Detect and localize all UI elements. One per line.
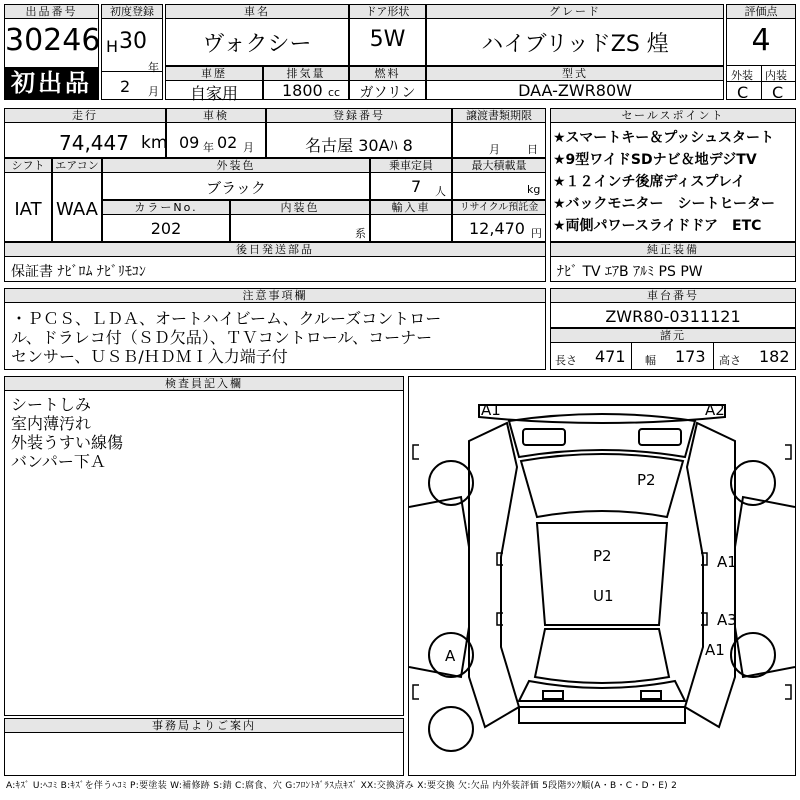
registration-year-unit: 年 [148, 61, 159, 74]
color-code-value: 202 [150, 219, 182, 238]
sales-points-label: セールスポイント [551, 109, 795, 123]
model-box [426, 66, 724, 100]
inspection-label: 車検 [167, 109, 265, 123]
spare-wheel [429, 707, 473, 751]
exterior-grade: C [737, 83, 749, 102]
damage-mark: A3 [717, 611, 737, 629]
grade-box [426, 4, 724, 66]
headlight-right [639, 429, 681, 445]
inspection-month-unit: 月 [243, 141, 254, 154]
displacement-box [263, 66, 349, 100]
rear-bumper-outline [519, 707, 685, 723]
grade-label: グレード [427, 5, 723, 19]
registration-box [101, 4, 163, 100]
inspector-line: シートしみ [11, 395, 92, 414]
shift-value: IAT [14, 199, 42, 220]
import-label: 輸入車 [371, 201, 451, 215]
damage-mark: U1 [593, 587, 614, 605]
interior-color-label: 内装色 [231, 201, 369, 215]
bracket [785, 685, 791, 699]
mileage-label: 走行 [5, 109, 165, 123]
sales-points-box [550, 108, 796, 242]
door-box [349, 4, 426, 66]
capacity-label: 乗車定員 [371, 159, 451, 173]
windshield-outline [521, 454, 683, 517]
caution-line: センサー、ＵＳＢ/ＨＤＭＩ入力端子付 [11, 347, 288, 366]
office-box [4, 718, 404, 776]
rating-score: 4 [751, 23, 771, 58]
displacement-label: 排気量 [264, 67, 348, 81]
fuel-box [349, 66, 426, 100]
shift-label: シフト [5, 159, 51, 173]
exterior-color-label: 外装色 [103, 159, 369, 173]
recycle-value: 12,470 [469, 219, 525, 238]
dimensions-label: 諸元 [551, 329, 795, 343]
inspection-box [166, 108, 266, 158]
damage-mark: A1 [717, 553, 737, 571]
shift-box [4, 158, 52, 242]
inspector-line: バンパー下Ａ [11, 452, 106, 471]
interior-color-box [230, 200, 370, 242]
door-label: ドア形状 [350, 5, 425, 19]
max-load-box [452, 158, 546, 200]
bracket [413, 685, 419, 699]
transfer-deadline-box [452, 108, 546, 158]
aircon-label: エアコン [53, 159, 101, 173]
dimensions-box [550, 328, 796, 370]
later-parts-value: 保証書 ﾅﾋﾞﾛﾑ ﾅﾋﾞﾘﾓｺﾝ [11, 264, 146, 280]
length-value: 471 [595, 347, 626, 366]
plate-label: 登録番号 [267, 109, 451, 123]
car-name: ヴォクシー [202, 32, 312, 57]
damage-mark: A1 [481, 401, 501, 419]
chassis-box [550, 288, 796, 328]
rear-glass-outline [535, 629, 669, 683]
exterior-color-box [102, 158, 370, 200]
registration-month-unit: 月 [148, 85, 159, 98]
caution-line: ・ＰＣＳ、ＬＤＡ、オートハイビーム、クルーズコントロー [11, 309, 442, 328]
office-label: 事務局よりご案内 [5, 719, 403, 733]
color-code-label: カラーNo. [103, 201, 229, 215]
fuel-label: 燃料 [350, 67, 425, 81]
caution-box [4, 288, 546, 370]
later-parts-label: 後日発送部品 [5, 243, 545, 257]
capacity-box [370, 158, 452, 200]
caution-line: ル、ドラレコ付（ＳＤ欠品）、ＴＶコントロール、コーナー [11, 328, 433, 347]
recycle-box [452, 200, 546, 242]
inspection-year-unit: 年 [203, 141, 214, 154]
registration-era: H [106, 37, 119, 56]
sales-point: ★バックモニター シートヒーター [553, 196, 775, 212]
bracket [413, 445, 419, 459]
door-value: 5W [369, 27, 406, 52]
interior-grade: C [772, 83, 784, 102]
damage-mark: P2 [593, 547, 612, 565]
transfer-deadline-label: 譲渡書類期限 [453, 109, 545, 123]
sales-point: ★１２インチ後席ディスプレイ [553, 174, 746, 190]
right-door-line [735, 497, 795, 677]
chassis-label: 車台番号 [551, 289, 795, 303]
inspector-label: 検査員記入欄 [5, 377, 403, 391]
capacity-value: 7 [411, 177, 422, 196]
model-value: DAA-ZWR80W [518, 81, 632, 100]
history-box [165, 66, 263, 103]
history-label: 車歴 [166, 67, 262, 81]
divider [727, 81, 795, 82]
exterior-label: 外装 [731, 69, 753, 82]
registration-month: 2 [120, 77, 131, 96]
roof-outline [537, 523, 667, 625]
divider [631, 343, 632, 369]
inspector-box [4, 376, 404, 716]
wheel-rear-right [731, 633, 775, 677]
transfer-day-unit: 日 [527, 143, 538, 156]
inspector-line: 外装うすい線傷 [11, 433, 124, 452]
mileage-box [4, 108, 166, 158]
damage-mark: A [445, 647, 456, 665]
length-label: 長さ [555, 354, 577, 367]
color-code-box [102, 200, 230, 242]
left-door-line [409, 497, 469, 677]
grade-value: ハイブリッドZS 煌 [481, 32, 669, 57]
damage-diagram [408, 376, 796, 776]
transfer-month-unit: 月 [489, 143, 500, 156]
left-side-outline [469, 423, 519, 727]
inspector-line: 室内薄汚れ [11, 414, 92, 433]
sales-point: ★スマートキー＆プッシュスタート [553, 130, 775, 146]
sales-point: ★両側パワースライドドア ETC [553, 218, 762, 234]
interior-label: 内装 [765, 69, 787, 82]
headlight-left [523, 429, 565, 445]
inspection-year: 09 [179, 133, 200, 152]
right-side-outline [685, 423, 735, 727]
standard-equipment-value: ﾅﾋﾞ TV ｴｱB ｱﾙﾐ PS PW [557, 264, 703, 280]
inspection-month: 02 [217, 133, 238, 152]
lot-number: 30246 [5, 23, 101, 58]
plate-value: 名古屋 30Aﾊ 8 [305, 136, 413, 155]
rating-label: 評価点 [727, 5, 795, 19]
mileage-value: 74,447 [59, 131, 129, 155]
import-box [370, 200, 452, 242]
later-parts-box [4, 242, 546, 282]
standard-equipment-label: 純正装備 [551, 243, 795, 257]
divider [761, 65, 762, 99]
lot-number-label: 出品番号 [5, 5, 98, 19]
tail-lamp-left [543, 691, 563, 699]
car-name-label: 車名 [166, 5, 348, 19]
recycle-label: リサイクル預託金 [453, 201, 545, 215]
registration-year: 30 [119, 29, 147, 54]
tail-lamp-right [641, 691, 661, 699]
damage-mark: P2 [637, 471, 656, 489]
width-value: 173 [675, 347, 706, 366]
max-load-unit: kg [527, 183, 541, 196]
car-name-box [165, 4, 349, 66]
registration-label: 初度登録 [102, 5, 162, 19]
divider [713, 343, 714, 369]
damage-mark: A2 [705, 401, 725, 419]
aircon-value: WAA [56, 199, 98, 220]
bracket [785, 445, 791, 459]
legend-text: A:ｷｽﾞ U:ﾍｺﾐ B:ｷｽﾞを伴うﾍｺﾐ P:要塗装 W:補修跡 S:錆 C:腐食、穴 G:ﾌﾛﾝﾄｶﾞﾗｽ点ｷｽﾞ XX:交換済み X:要交換 欠:欠品 内外装評価 5段階ﾗﾝｸ順(A・B・C・D・E) 2 [6, 781, 678, 791]
height-value: 182 [759, 347, 790, 366]
first-listing-badge: 初出品 [5, 67, 98, 100]
height-label: 高さ [719, 354, 741, 367]
history-value: 自家用 [189, 84, 238, 103]
aircon-box [52, 158, 102, 242]
interior-color-unit: 系 [355, 227, 366, 240]
rating-box [726, 4, 796, 100]
sales-point: ★9型ワイドSDナビ＆地デジTV [553, 152, 757, 168]
model-label: 型式 [427, 67, 723, 81]
divider [102, 71, 162, 72]
capacity-unit: 人 [435, 185, 446, 198]
width-label: 幅 [645, 354, 656, 367]
caution-label: 注意事項欄 [5, 289, 545, 303]
standard-equipment-box [550, 242, 796, 282]
displacement-value: 1800 [282, 81, 323, 100]
lot-number-box [4, 4, 99, 100]
exterior-color-value: ブラック [206, 179, 266, 197]
max-load-label: 最大積載量 [453, 159, 545, 173]
chassis-value: ZWR80-0311121 [605, 307, 741, 326]
displacement-unit: cc [328, 86, 341, 99]
plate-box [266, 108, 452, 158]
fuel-value: ガソリン [359, 85, 416, 101]
mileage-unit: km [141, 133, 168, 153]
car-diagram-svg [409, 377, 795, 775]
damage-mark: A1 [705, 641, 725, 659]
recycle-unit: 円 [531, 227, 542, 240]
